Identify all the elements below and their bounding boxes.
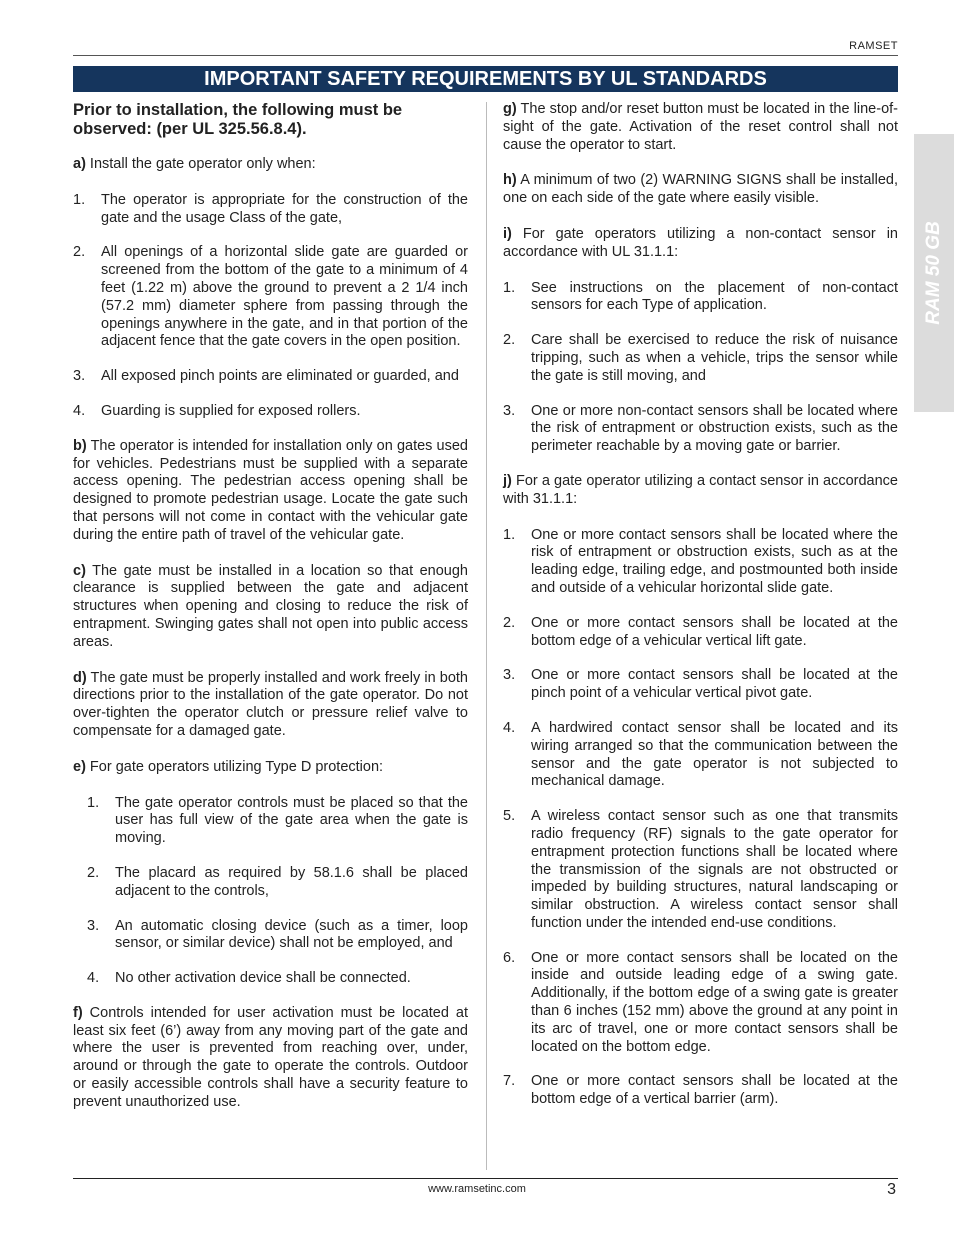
list-item: 1. See instructions on the placement of non-contact sensors for each Type of application. <box>503 279 898 314</box>
list-item-text: One or more contact sensors shall be located on the inside and outside leading edge of a swing gate. Additionally, if the bottom edge of a swing gate is greater than 6 inches (152 mm) above the ground at any point in its arc of travel, one or more contact sensors shall be located on the bottom edge. <box>531 949 898 1055</box>
list-item: 4. Guarding is supplied for exposed rollers. <box>73 402 361 419</box>
clause-label: h) <box>503 172 517 189</box>
list-item: 3. All exposed pinch points are eliminated or guarded, and <box>73 368 459 385</box>
clause-j-list <box>503 527 898 1110</box>
list-item-text: One or more contact sensors shall be located at the pinch point of a vehicular vertical pivot gate. <box>531 667 898 702</box>
clause-i <box>503 226 898 262</box>
clause-d <box>73 670 468 741</box>
list-item-text: One or more contact sensors shall be located where the risk of entrapment or obstruction exists, such as at the leading edge, trailing edge, and postmounted both inside and outside of a vehicular horizontal slide gate. <box>531 526 898 596</box>
list-item-text: See instructions on the placement of non-contact sensors for each Type of application. <box>531 279 898 314</box>
list-item-text: All openings of a horizontal slide gate are guarded or screened from the bottom of the gate to a minimum of 4 feet (1.22 m) above the ground to prevent a 2 1/4 inch (57.2 mm) diameter sphere from passing through the openings anywhere in the gate, and in that portion of the adjacent fence that the gate covers in the open position. <box>101 244 468 350</box>
list-item-text: One or more non-contact sensors shall be located where the risk of entrapment or obstruction exists, such as the perimeter reachable by a moving gate or barrier. <box>531 402 898 455</box>
clause-label: f) <box>73 1004 83 1021</box>
clause-e-list <box>73 795 468 988</box>
page-number: 3 <box>887 1181 896 1198</box>
footer-url: www.ramsetinc.com <box>428 1183 526 1195</box>
clause-label: j) <box>503 472 512 489</box>
clause-c <box>73 563 468 652</box>
clause-b <box>73 438 468 545</box>
list-item: 1. One or more contact sensors shall be located where the risk of entrapment or obstruction exists, such as at the leading edge, trailing edge, and postmounted both inside and outside of a vehicular horizontal slide gate. <box>503 526 898 596</box>
list-item: 2. Care shall be exercised to reduce the risk of nuisance tripping, such as when a vehicle, trips the sensor while the gate is still moving, and <box>503 332 898 384</box>
clause-text: For a gate operator utilizing a contact sensor in accordance with 31.1.1: <box>503 472 898 507</box>
list-item: 3. One or more non-contact sensors shall be located where the risk of entrapment or obstruction exists, such as the perimeter reachable by a moving gate or barrier. <box>503 402 898 455</box>
clause-label: b) <box>73 437 87 454</box>
clause-e <box>73 759 468 777</box>
clause-text: For gate operators utilizing a non-contact sensor in accordance with UL 31.1.1: <box>503 225 898 260</box>
column-divider <box>486 102 487 1170</box>
section-title: IMPORTANT SAFETY REQUIREMENTS BY UL STANDARDS <box>73 66 898 92</box>
list-item: 2. The placard as required by 58.1.6 shall be placed adjacent to the controls, <box>87 864 468 899</box>
clause-j <box>503 473 898 509</box>
clause-g <box>503 101 898 154</box>
right-column <box>503 101 898 1126</box>
list-item: 2. All openings of a horizontal slide gate are guarded or screened from the bottom of the gate to a minimum of 4 feet (1.22 m) above the ground to prevent a 2 1/4 inch (57.2 mm) diameter sphere from passing through the openings anywhere in the gate, and in that portion of the adjacent fence that the gate covers in the open position. <box>73 244 468 350</box>
list-item-text: A hardwired contact sensor shall be located and its wiring arranged so that the communication between the sensor and the gate operator is not subjected to mechanical damage. <box>531 719 898 790</box>
list-item-text: No other activation device shall be connected. <box>115 970 411 987</box>
clause-i-list <box>503 280 898 456</box>
list-item: 3. An automatic closing device (such as a timer, loop sensor, or similar device) shall not be employed, and <box>87 917 468 952</box>
clause-a <box>73 156 468 174</box>
list-item-text: One or more contact sensors shall be located at the bottom edge of a vehicular vertical lift gate. <box>531 614 898 649</box>
clause-text: The operator is intended for installation only on gates used for vehicles. Pedestrians must be supplied with a separate access opening. The pedestrian access opening shall be designed to promote pedestrian usage. Locate the gate such that persons will not come in contact with the vehicular gate during the entire path of travel of the vehicular gate. <box>73 437 468 543</box>
clause-label: d) <box>73 669 87 686</box>
list-item: 4. A hardwired contact sensor shall be located and its wiring arranged so that the communication between the sensor and the gate operator is not subjected to mechanical damage. <box>503 719 898 790</box>
list-item-text: The gate operator controls must be placed so that the user has full view of the gate area when the gate is moving. <box>115 794 468 847</box>
list-item-text: A wireless contact sensor such as one that transmits radio frequency (RF) signals to the gate operator for entrapment protection functions shall be located where the transmission of the signals are not obstructed or impeded by building structures, natural landscaping or similar obstruction. A wireless contact sensor shall function under the intended end-use conditions. <box>531 808 898 931</box>
side-tab <box>914 134 954 412</box>
clause-a-list <box>73 192 468 421</box>
side-tab-label: RAM 50 GB <box>923 221 944 325</box>
list-item: 4. No other activation device shall be connected. <box>87 970 411 987</box>
list-item-text: All exposed pinch points are eliminated or guarded, and <box>101 368 459 385</box>
clause-label: c) <box>73 562 86 579</box>
clause-text: The stop and/or reset button must be located in the line-of-sight of the gate. Activation of the reset control shall not cause the operator to start. <box>503 101 898 153</box>
list-item: 7. One or more contact sensors shall be located at the bottom edge of a vertical barrier (arm). <box>503 1073 898 1108</box>
clause-text: Controls intended for user activation must be located at least six feet (6’) away from any moving part of the gate and where the user is prevented from reaching over, under, around or through the gate to operate the controls. Outdoor or easily accessible controls shall have a security feature to prevent unauthorized use. <box>73 1004 468 1110</box>
clause-f <box>73 1005 468 1112</box>
lead-heading: Prior to installation, the following must be observed: (per UL 325.56.8.4). <box>73 101 403 138</box>
clause-text: The gate must be installed in a location so that enough clearance is supplied between the gate and adjacent structures when opening and closing to reduce the risk of entrapment. Swinging gates shall not open into public access areas. <box>73 562 468 650</box>
list-item: 2. One or more contact sensors shall be located at the bottom edge of a vehicular vertical lift gate. <box>503 614 898 649</box>
list-item: 5. A wireless contact sensor such as one that transmits radio frequency (RF) signals to the gate operator for entrapment protection functions shall be located where the transmission of the signals are not obstructed or impeded by building structures, natural landscaping or similar obstruction. A wireless contact sensor shall function under the intended end-use conditions. <box>503 808 898 931</box>
list-item-text: The operator is appropriate for the construction of the gate and the usage Class of the gate, <box>101 191 468 226</box>
list-item-text: Guarding is supplied for exposed rollers. <box>101 402 361 419</box>
clause-text: For gate operators utilizing Type D protection: <box>85 758 384 775</box>
clause-h <box>503 172 898 208</box>
bottom-rule <box>73 1178 898 1179</box>
list-item-text: Care shall be exercised to reduce the risk of nuisance tripping, such as when a vehicle, trips the sensor while the gate is still moving, and <box>531 332 898 384</box>
left-column <box>73 101 468 1130</box>
list-item-text: One or more contact sensors shall be located at the bottom edge of a vertical barrier (arm). <box>531 1073 898 1108</box>
clause-label: i) <box>503 225 512 242</box>
list-item: 1. The gate operator controls must be placed so that the user has full view of the gate area when the gate is moving. <box>87 794 468 847</box>
list-item: 1. The operator is appropriate for the construction of the gate and the usage Class of the gate, <box>73 191 468 226</box>
clause-label: e) <box>73 758 86 775</box>
list-item: 6. One or more contact sensors shall be located on the inside and outside leading edge of a swing gate. Additionally, if the bottom edge of a swing gate is greater than 6 inches (152 mm) above the ground at any point in its arc of travel, one or more contact sensors shall be located on the bottom edge. <box>503 949 898 1055</box>
clause-text: A minimum of two (2) WARNING SIGNS shall be installed, one on each side of the gate where easily visible. <box>503 172 898 207</box>
list-item-text: An automatic closing device (such as a timer, loop sensor, or similar device) shall not be employed, and <box>115 917 468 952</box>
clause-label: a) <box>73 156 86 172</box>
top-rule <box>73 55 898 56</box>
brand-name: RAMSET <box>849 40 898 52</box>
list-item-text: The placard as required by 58.1.6 shall be placed adjacent to the controls, <box>115 864 468 899</box>
clause-text: Install the gate operator only when: <box>85 156 316 172</box>
list-item: 3. One or more contact sensors shall be located at the pinch point of a vehicular vertical pivot gate. <box>503 667 898 702</box>
clause-label: g) <box>503 101 517 117</box>
clause-text: The gate must be properly installed and work freely in both directions prior to the installation of the gate operator. Do not over-tighten the operator clutch or pressure relief valve to compensate for a damaged gate. <box>73 669 468 739</box>
